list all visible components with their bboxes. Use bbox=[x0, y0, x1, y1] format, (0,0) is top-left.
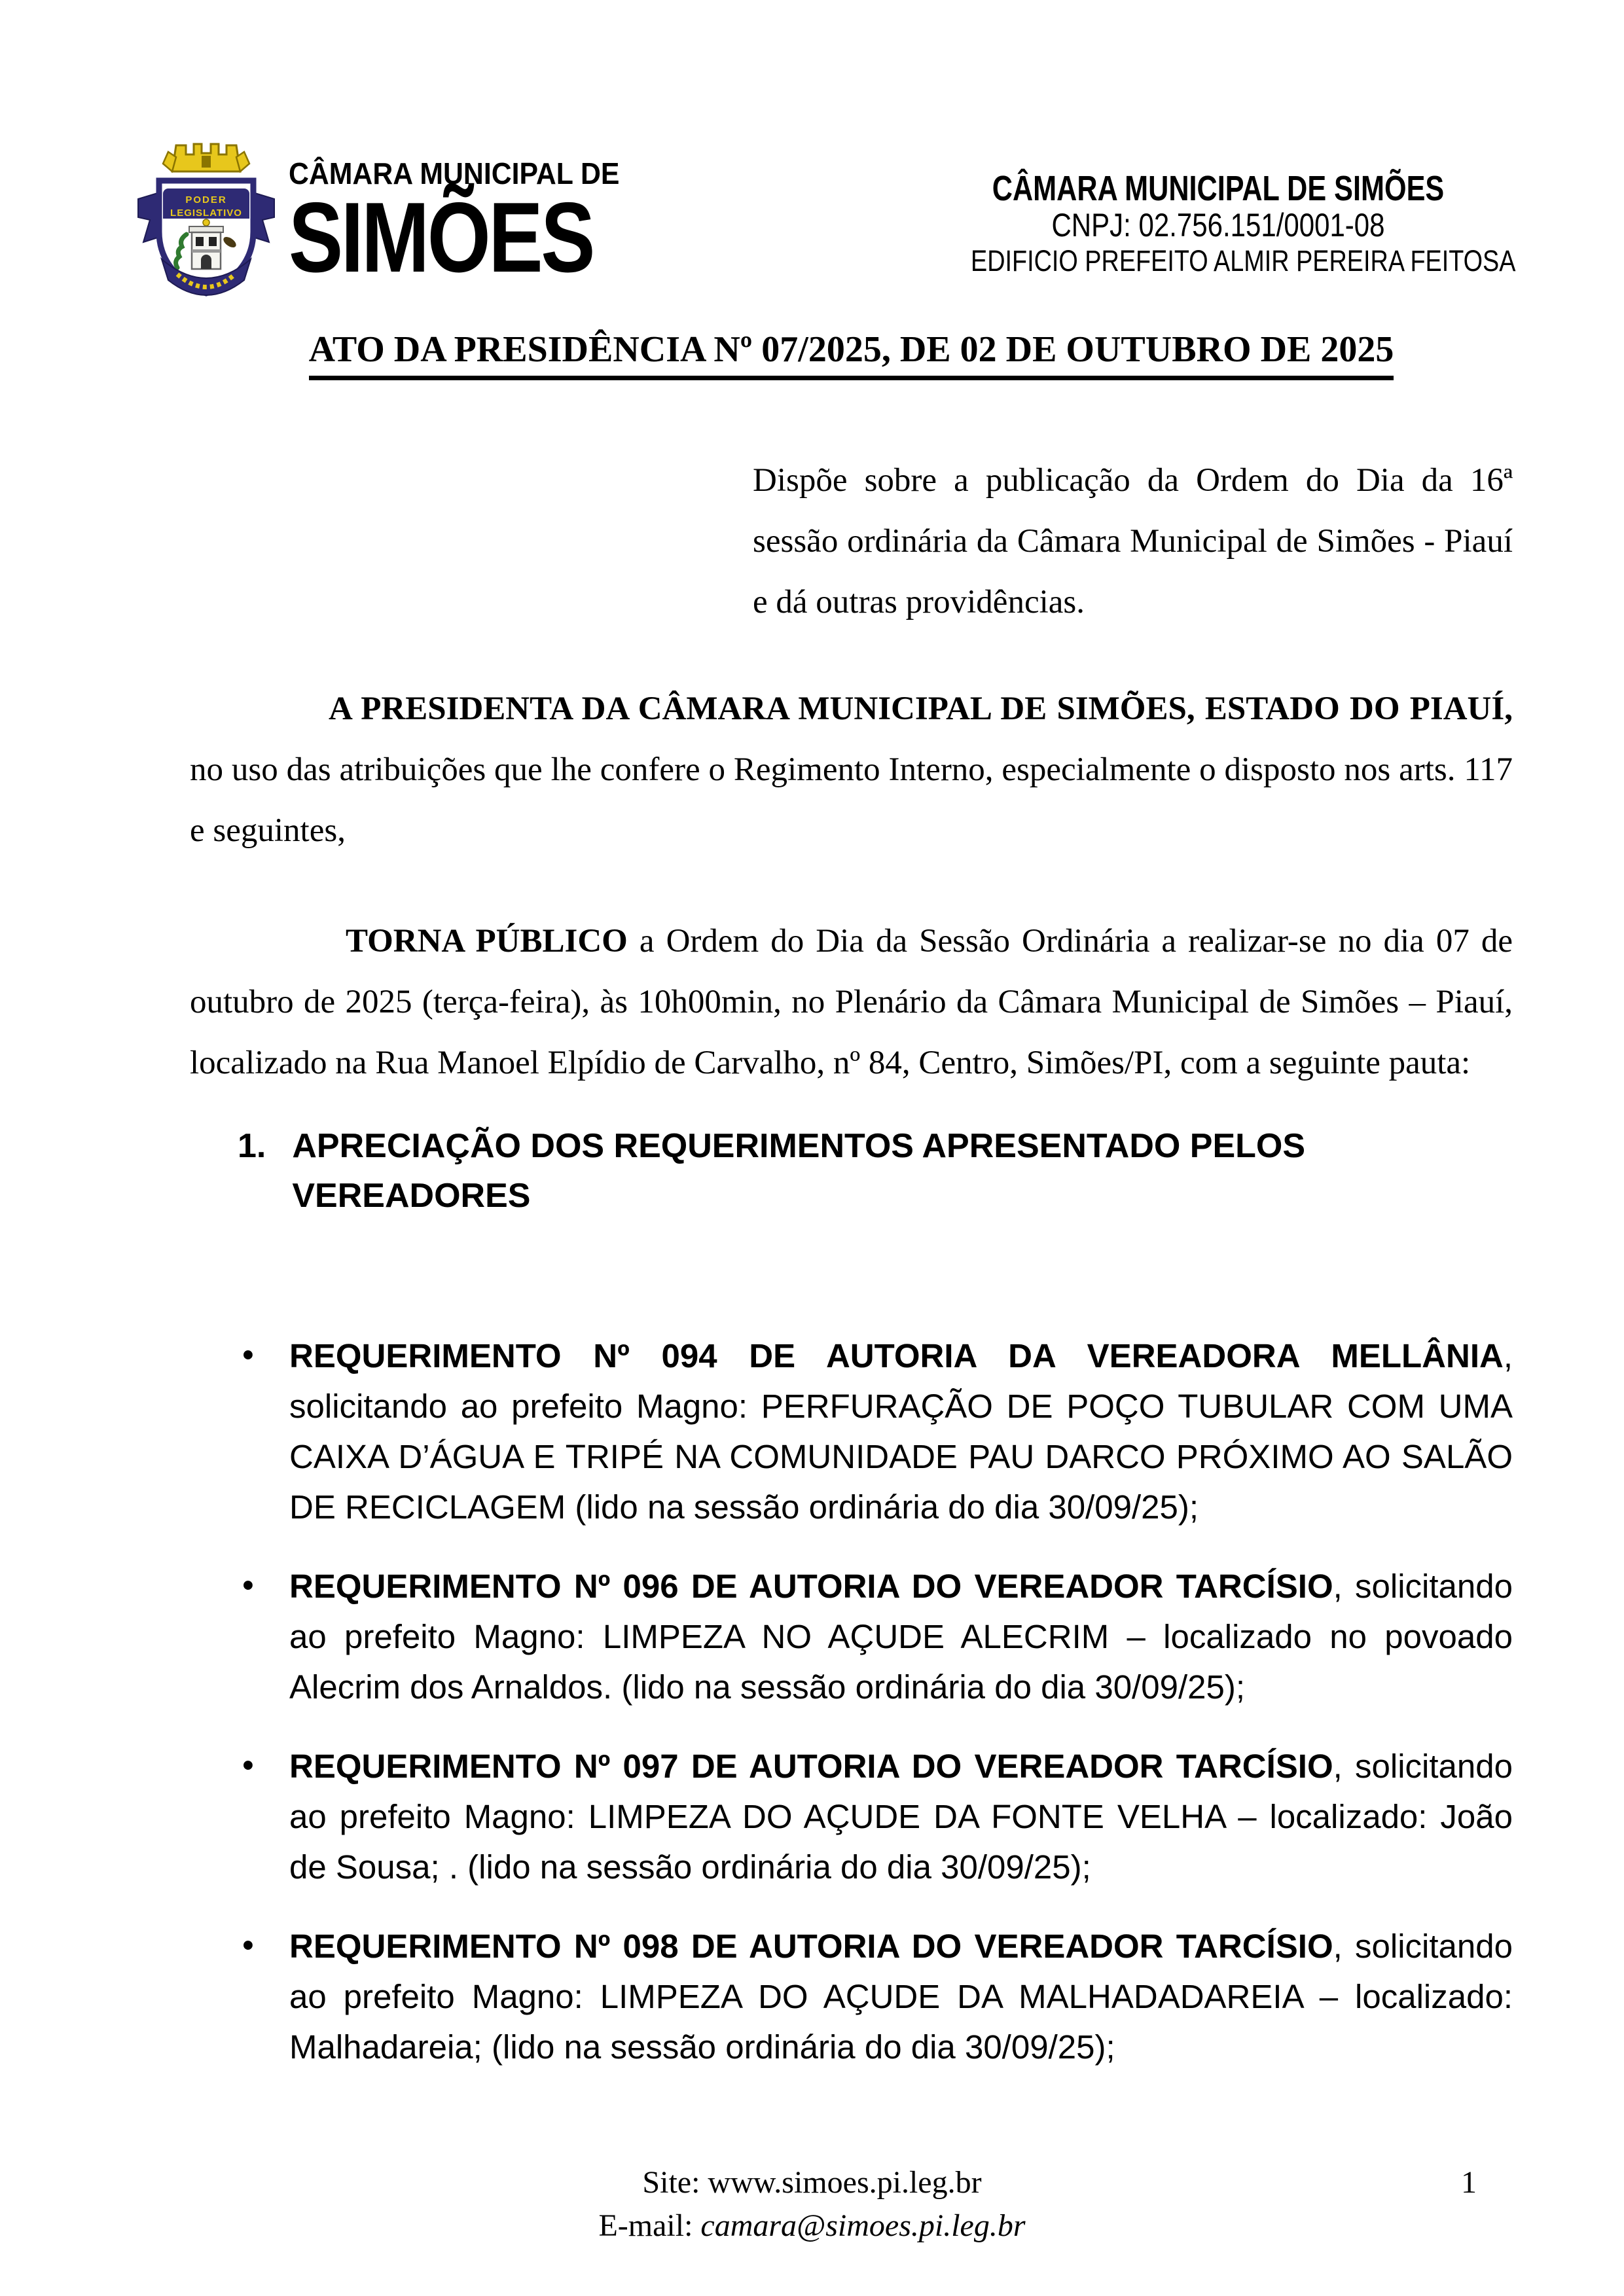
torna-publico-paragraph bbox=[190, 911, 1513, 1094]
requerimentos-list bbox=[190, 1331, 1513, 2072]
requerimento-lead: REQUERIMENTO Nº 094 DE AUTORIA DA VEREADORA MELLÂNIA bbox=[289, 1337, 1504, 1374]
document-title-text: ATO DA PRESIDÊNCIA Nº 07/2025, DE 02 DE OUTUBRO DE 2025 bbox=[309, 329, 1394, 380]
agenda-heading-text: APRECIAÇÃO DOS REQUERIMENTOS APRESENTADO PELOS VEREADORES bbox=[292, 1127, 1306, 1215]
ementa-paragraph: Dispõe sobre a publicação da Ordem do Dia da 16ª sessão ordinária da Câmara Municipal de Simões - Piauí e dá outras providências. bbox=[753, 462, 1513, 620]
document-title bbox=[190, 326, 1513, 373]
requerimento-body: , solicitando ao prefeito Magno: LIMPEZA DO AÇUDE DA MALHADADAREIA – localizado: Malhadareia; (lido na sessão ordinária do dia 30/09/25); bbox=[289, 1928, 1513, 2066]
page-number: 1 bbox=[1461, 2165, 1477, 2200]
crest-band-text-1: PODER bbox=[185, 194, 227, 206]
requerimento-body: , solicitando ao prefeito Magno: LIMPEZA NO AÇUDE ALECRIM – localizado no povoado Alecrim dos Arnaldos. (lido na sessão ordinária do dia 30/09/25); bbox=[289, 1568, 1513, 1706]
presidenta-paragraph bbox=[190, 679, 1513, 861]
footer-site: Site: www.simoes.pi.leg.br bbox=[642, 2165, 982, 2200]
requerimento-lead: REQUERIMENTO Nº 098 DE AUTORIA DO VEREADOR TARCÍSIO bbox=[289, 1928, 1333, 1965]
torna-publico-bold-lead: TORNA PÚBLICO bbox=[346, 923, 628, 960]
list-item bbox=[289, 1741, 1513, 1892]
footer-email-address: camara@simoes.pi.leg.br bbox=[700, 2208, 1026, 2243]
agenda-heading-number: 1. bbox=[238, 1127, 266, 1165]
presidenta-rest: no uso das atribuições que lhe confere o Regimento Interno, especialmente o disposto nos arts. 117 e seguintes, bbox=[190, 751, 1513, 849]
requerimento-body: , solicitando ao prefeito Magno: LIMPEZA DO AÇUDE DA FONTE VELHA – localizado: João de Sousa; . (lido na sessão ordinária do dia 30/09/25); bbox=[289, 1748, 1513, 1886]
org-cnpj: CNPJ: 02.756.151/0001-08 bbox=[1051, 207, 1385, 243]
torna-publico-rest: a Ordem do Dia da Sessão Ordinária a realizar-se no dia 07 de outubro de 2025 (terça-feira), às 10h00min, no Plenário da Câmara Municipal de Simões – Piauí, localizado na Rua Manoel Elpídio de Carvalho, nº 84, Centro, Simões/PI, com a seguinte pauta: bbox=[190, 923, 1513, 1081]
presidenta-bold-lead: A PRESIDENTA DA CÂMARA MUNICIPAL DE SIMÕES, ESTADO DO PIAUÍ, bbox=[329, 691, 1513, 727]
footer-email-line bbox=[0, 2204, 1624, 2248]
requerimento-lead: REQUERIMENTO Nº 097 DE AUTORIA DO VEREADOR TARCÍSIO bbox=[289, 1748, 1333, 1785]
logo-wordmark-line1: CÂMARA MUNICIPAL DE bbox=[289, 156, 620, 190]
list-item bbox=[289, 1561, 1513, 1712]
list-item bbox=[289, 1921, 1513, 2072]
org-building: EDIFICIO PREFEITO ALMIR PEREIRA FEITOSA bbox=[971, 244, 1516, 278]
requerimento-body: , solicitando ao prefeito Magno: PERFURAÇÃO DE POÇO TUBULAR COM UMA CAIXA D’ÁGUA E TRIPÉ NA COMUNIDADE PAU DARCO PRÓXIMO AO SALÃO DE RECICLAGEM (lido na sessão ordinária do dia 30/09/25); bbox=[289, 1337, 1513, 1526]
crest-band-text-2: LEGISLATIVO bbox=[170, 207, 242, 219]
logo-wordmark-line2: SIMÕES bbox=[289, 182, 594, 293]
document-body bbox=[190, 0, 1516, 2101]
requerimento-lead: REQUERIMENTO Nº 096 DE AUTORIA DO VEREADOR TARCÍSIO bbox=[289, 1568, 1333, 1605]
org-name: CÂMARA MUNICIPAL DE SIMÕES bbox=[992, 169, 1445, 208]
footer-email-label: E-mail: bbox=[598, 2208, 701, 2243]
page-footer bbox=[0, 2161, 1624, 2248]
list-item bbox=[289, 1331, 1513, 1532]
agenda-heading bbox=[190, 1121, 1513, 1221]
